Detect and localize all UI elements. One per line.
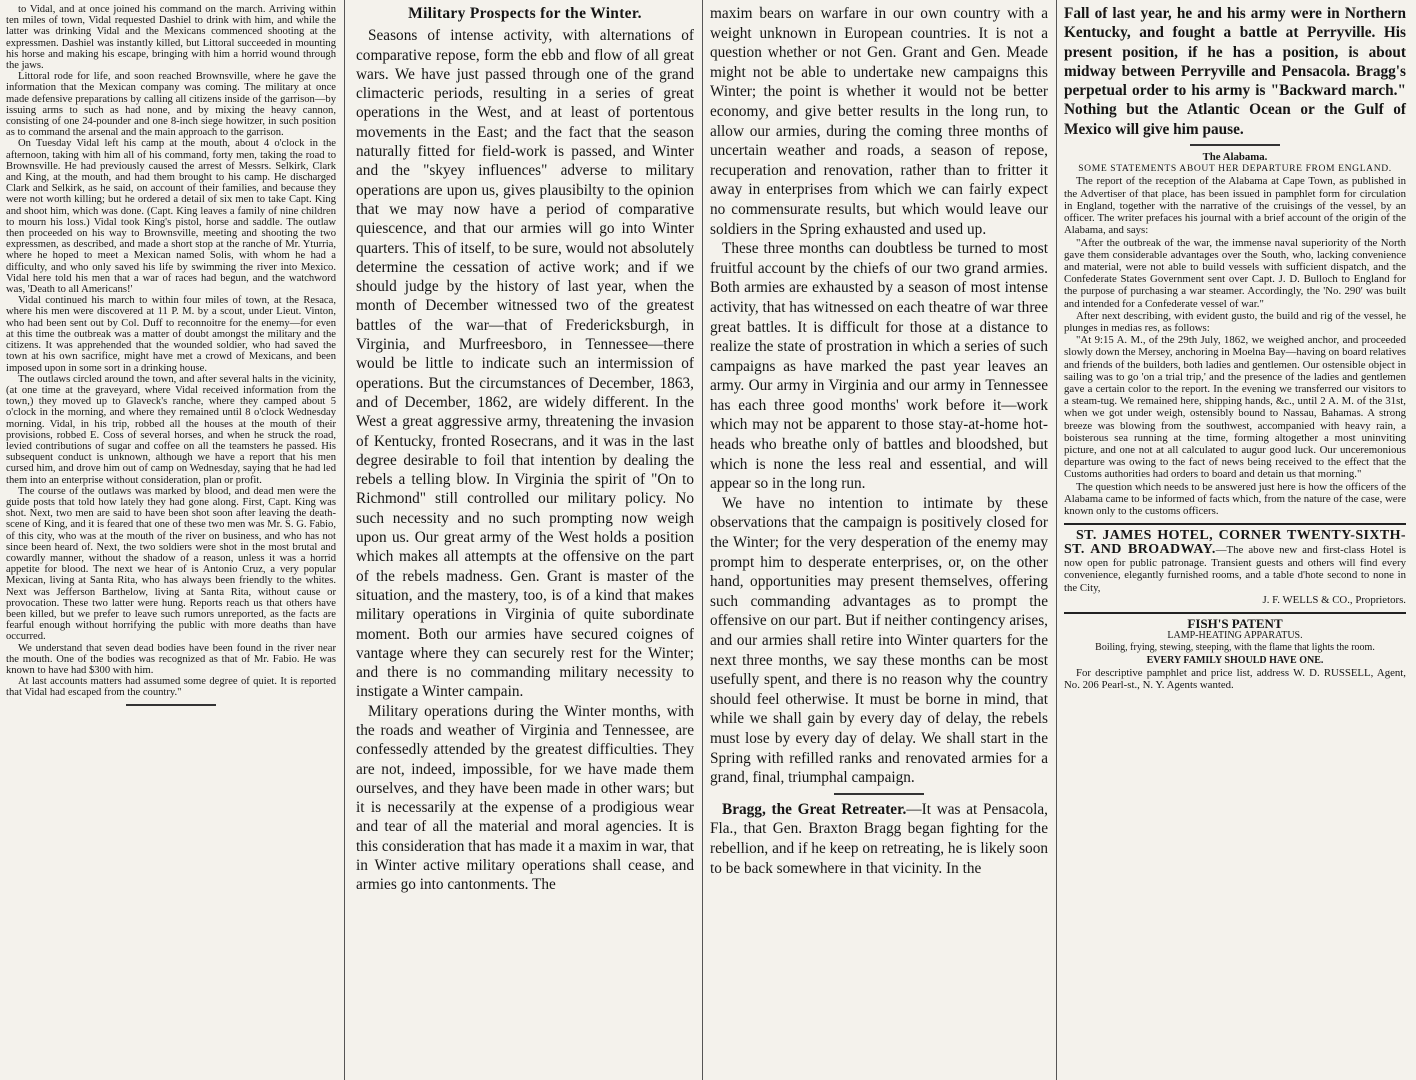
- paragraph: to Vidal, and at once joined his command on the march. Arriving within ten miles of town, Vidal requested Dashiel to drink with him, and while the latter was drinking Vidal and the Mexicans commenced shooting at the expressmen. Dashiel was instantly killed, but Littoral succeeded in mounting his horse and making his escape, bringing with him a horrid wound through the jaws.: [6, 4, 336, 72]
- paragraph: At last accounts matters had assumed some degree of quiet. It is reported that Vidal had escaped from the country.": [6, 676, 336, 699]
- paragraph: Military operations during the Winter months, with the roads and weather of Virginia and Tennessee, are confessedly attended by the greatest difficulties. They are not, indeed, impossible, for we have made them ourselves, and they have been made in other wars; but it is necessarily at the expense of a prodigious wear and tear of all the material and moral agencies. It is this consideration that has made it a maxim in war, that in Winter active military operations shall cease, and armies go into cantonments. The: [356, 702, 694, 894]
- paragraph: The outlaws circled around the town, and after several halts in the vicinity, (at one time at the graveyard, where Vidal received information from the town,) they moved up to Glaveck's ranche, where they camped about 5 o'clock in the morning, and where they remained until 8 o'clock Wednesday morning. Vidal, in his trip, robbed all the houses at the mouth of their provisions, robbed E. Coss of several horses, and when he struck the road, levied contributions of sugar and coffee on all the teamsters he passed. His subsequent conduct is unknown, although we have a report that his men cursed him, and drove him out of camp on Wednesday, saying that he had led them into an enterprise without consideration, plan or profit.: [6, 373, 336, 486]
- paragraph: These three months can doubtless be turned to most fruitful account by the chiefs of our two grand armies. Both armies are exhausted by a season of most intense activity, that has witnessed on each theatre of war three great battles. It is difficult for those at a distance to realize the state of prostration in which a series of such campaigns as have marked the past year leaves an army. Our army in Virginia and our army in Tennessee has each three good months' work before it—work which may not be apparent to those stay-at-home hot-heads who breathe only of battles and bloodshed, but which is none the less real and essential, and will appear so in the long run.: [710, 240, 1048, 493]
- paragraph: The course of the outlaws was marked by blood, and dead men were the guide posts that told how lately they had gone along. First, Capt. King was shot. Next, two men are said to have been shot soon after leaving the death-scene of King, and it is feared that one of these two men was Mr. S. G. Fabio, of this city, who was at the mouth of the river on business, and who has not since been heard of. Next, the two soldiers were shot in the most brutal and cowardly manner, without the shadow of a reason, unless it was a horrid appetite for blood. The next we hear of is Antonio Cruz, a very popular Mexican, living at Santa Rita, who has always been friendly to the whites. Next was Jefferson Barthelow, living at Santa Rita, without cause or provocation. These two latter were hung. Reports reach us that others have been killed, but we prefer to leave such rumors unreported, as the facts are fearful enough without horrifying the public with more deaths than have occurred.: [6, 485, 336, 643]
- column-rule: [344, 0, 345, 1080]
- paragraph: The question which needs to be answered just here is how the officers of the Alabama came to be informed of facts which, from the nature of the case, were known only to the customs officers.: [1064, 480, 1406, 517]
- lamp-ad-title: FISH'S PATENT: [1187, 615, 1283, 631]
- paragraph: "At 9:15 A. M., of the 29th July, 1862, we weighed anchor, and proceeded slowly down the Mersey, anchoring in Moelna Bay—having on board relatives and friends of the builders, both ladies and gentlemen. Our ostensible object in sailing was to go 'on a trial trip,' and the presence of the ladies and gentlemen gave a certain color to the report. In the evening we transferred our visitors to a steam-tug. We remained here, shipping hands, &c., until 2 A. M. of the 31st, when we got under weigh, ostensibly bound to Nassau, Bahamas. A strong breeze was blowing from the southwest, accompanied with heavy rain, a boisterous sea running at the time, forming altogether a most uninviting picture, and one not at all calculated to augur good luck. Our unceremonious departure was owing to the fact of news being received to the effect that the Customs authorities had orders to board and detain us that morning.": [1064, 334, 1406, 481]
- paragraph: "After the outbreak of the war, the immense naval superiority of the North gave them considerable advantages over the South, who, lacking convenience and material, were not able to build vessels with sufficient dispatch, and the Confederate States Government sent over Capt. J. D. Bulloch to England for the purpose of purchasing a war steamer. Accordingly, the 'No. 290' was built and intended for a Confederate vessel of war.": [1064, 236, 1406, 310]
- lamp-ad-tagline: Boiling, frying, stewing, steeping, with the flame that lights the room.: [1095, 642, 1375, 654]
- section-divider: [834, 793, 924, 795]
- paragraph: We understand that seven dead bodies have been found in the river near the mouth. One of the bodies was recognized as that of Mr. Fabio. He was known to have had $300 with him.: [6, 642, 336, 676]
- lamp-advertisement: [1064, 612, 1406, 691]
- paragraph: On Tuesday Vidal left his camp at the mouth, about 4 o'clock in the afternoon, taking with him all of his command, forty men, taking the road to Brownsville. He had previously caused the arrest of Messrs. Selkirk, Clark and King, at the mouth, and had them brought to his camp. He discharged Clark and Selkirk, as he said, on account of their families, and because they were not worth killing; but he ordered a detail of six men to take Capt. King and shoot him, which was done. (Capt. King leaves a family of nine children to mourn his loss.) Vidal took King's pistol, horse and saddle. The outlaw then proceeded on his way to Brownsville, meeting and shooting the two expressmen, as described, and made a short stop at the ranche of Mr. Yturria, where he hoped to meet a Mexican named Solis, with whom he had a difficulty, and who only saved his life by swimming the river into Mexico. Vidal here told his men that a war of races had begun, and the watchword was, 'Death to all Americans!': [6, 138, 336, 296]
- bragg-continued: Fall of last year, he and his army were in Northern Kentucky, and fought a battle at Perryville. His present position, if he has a position, is about midway between Perryville and Pensacola. Bragg's perpetual order to his army is "Backward march." Nothing but the Atlantic Ocean or the Gulf of Mexico will give him pause.: [1064, 5, 1406, 138]
- paragraph: maxim bears on warfare in our own country with a weight unknown in European countries. It is not a question whether or not Gen. Grant and Gen. Meade might not be able to undertake new campaigns this Winter; the point is whether it would not be better economy, and give better results in the long run, to allow our armies, during the coming three months of uncertain weather and roads, a season of repose, recuperation and renovation, rather than to fritter it away in enterprises from which we can fairly expect no commensurate results, but which would leave our soldiers in the Spring exhausted and used up.: [710, 5, 1048, 238]
- column-military-prospects-continued: [706, 4, 1052, 1076]
- paragraph: After next describing, with evident gusto, the build and rig of the vessel, he plunges in medias res, as follows:: [1064, 309, 1406, 334]
- section-divider: [126, 704, 216, 706]
- lamp-ad-slogan: EVERY FAMILY SHOULD HAVE ONE.: [1146, 654, 1324, 666]
- column-alabama-and-ads: [1060, 4, 1410, 1076]
- bragg-paragraph: [710, 800, 1048, 878]
- column-rule: [702, 0, 703, 1080]
- bragg-text: —It was at Pensacola, Fla., that Gen. Braxton Bragg began fighting for the rebellion, and if he keep on retreating, he is likely soon to be back somewhere in that vicinity. In the: [710, 800, 1049, 877]
- bragg-headline: Bragg, the Great Retreater.: [722, 800, 907, 818]
- paragraph: We have no intention to intimate by these observations that the campaign is positively closed for the Winter; for the very desperation of the enemy may prompt him to desperate enterprises, or, on the other hand, opportunities may present themselves, offering such commanding advantages as to prompt the offensive on our part. But if neither contingency arises, and our armies shall retire into Winter quarters for the next three months, we say these months can be most usefully spent, and there is no reason why the country should feel otherwise. It must be borne in mind, that while we shall gain by every day of delay, the rebels must lose by every day of delay. We shall start in the Spring with refilled ranks and renovated armies for a grand, final, triumphal campaign.: [710, 494, 1048, 787]
- hotel-paragraph: [1064, 529, 1406, 594]
- column-rule: [1056, 0, 1057, 1080]
- section-divider: [1190, 144, 1280, 146]
- hotel-advertisement: [1064, 523, 1406, 606]
- hotel-text: —The above new and first-class Hotel is now open for public patronage. Transient guests and others will find every convenience, elegantly furnished rooms, and a table d'hote second to none in the City,: [1064, 544, 1406, 594]
- column-vidal-report: [6, 4, 338, 1076]
- lamp-ad-text: For descriptive pamphlet and price list, address W. D. RUSSELL, Agent, No. 206 Pearl-st., N. Y. Agents wanted.: [1064, 666, 1406, 691]
- paragraph: Seasons of intense activity, with alternations of comparative repose, form the ebb and flow of all great wars. We have just passed through one of the grand climacteric periods, resulting in a series of great operations in the West, and at least of portentous movements in the East; and the fact that the season naturally fitted for field-work is passed, and Winter and the "skyey influences" adverse to military operations are upon us, gives plausibilty to the opinion that we may now have a period of comparative quiescence, and that our armies will go into Winter quarters. This of itself, to be sure, would not absolutely determine the cessation of active work; and if we should judge by the history of last year, when the month of December witnessed two of the greatest battles of the war—that of Fredericksburgh, in Virginia, and Murfreesboro, in Tennessee—there would be little to indicate such an intermission of operations. But the circumstances of December, 1863, and of December, 1862, are widely different. In the West a great aggressive army, threatening the invasion of Kentucky, fronted Rosecrans, and it was in the last degree desirable to foil that intention by dealing the rebels a telling blow. In Virginia the spirit of "On to Richmond" still controlled our military policy. No such necessity and no such prompting now weigh upon us. Our great army of the West holds a position which makes all attempts at the offensive on the part of the rebels madness. Gen. Grant is master of the situation, and the mastery, too, is of a kind that makes military operations in Virginia of quite subordinate moment. Both our armies have secured coignes of vantage where they can securely rest for the Winter; and there is no commanding military necessity to instigate a Winter campain.: [356, 27, 694, 701]
- paragraph: The report of the reception of the Alabama at Cape Town, as published in the Advertiser of that place, has been issued in pamphlet form for circulation in England, together with the narrative of the cruisings of the vessel, by an officer. The writer prefaces his journal with a brief account of the origin of the Alabama, and says:: [1064, 175, 1406, 237]
- lamp-ad-subtitle: LAMP-HEATING APPARATUS.: [1167, 630, 1303, 642]
- column-military-prospects: [352, 4, 698, 1076]
- article-title: Military Prospects for the Winter.: [408, 5, 642, 22]
- hotel-proprietors: J. F. WELLS & CO., Proprietors.: [1262, 593, 1406, 606]
- alabama-subtitle: SOME STATEMENTS ABOUT HER DEPARTURE FROM ENGLAND.: [1078, 163, 1392, 175]
- hotel-headline: ST. JAMES HOTEL, CORNER TWENTY-SIXTH-ST. AND BROADWAY.: [1064, 528, 1406, 558]
- paragraph: Littoral rode for life, and soon reached Brownsville, where he gave the information that the Mexican company was coming. The military at once made defensive preparations by calling all citizens inside of the garrison—by issuing arms to such as had none, and by mixing the heavy cannon, consisting of one 24-pounder and one 8-inch siege howitzer, in such position as to command the arsenal and the main approach to the garrison.: [6, 71, 336, 139]
- alabama-title: The Alabama.: [1202, 151, 1268, 164]
- paragraph: Vidal continued his march to within four miles of town, at the Resaca, where his men were discovered at 11 P. M. by a scout, under Lieut. Vinton, who had been sent out by Col. Duff to reconnoitre for the enemy—for even at this time the outbreak was a matter of doubt amongst the military and the citizens. It was apprehended that the wounded soldier, who had saved the town at his own sacrifice, might have met a crowd of Mexicans, and been imposed upon in some sort in a drinking house.: [6, 295, 336, 374]
